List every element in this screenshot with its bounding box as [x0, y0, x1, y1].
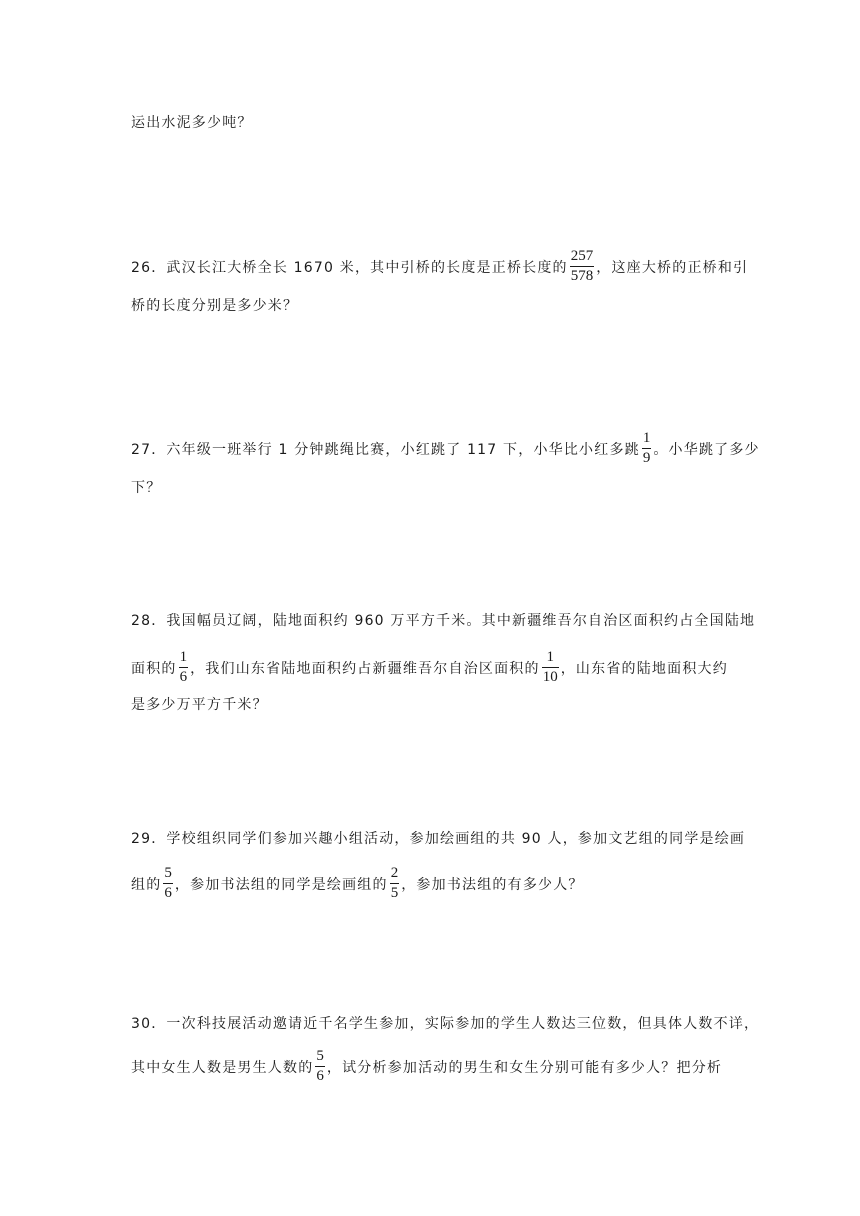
q26-text-b: ，这座大桥的正桥和引 [596, 259, 749, 276]
q28-fraction-2 [542, 649, 559, 687]
q29-text-a: 组的 [131, 876, 162, 893]
q26-text-a: 26．武汉长江大桥全长 1670 米，其中引桥的长度是正桥长度的 [131, 259, 568, 276]
q26-fraction [570, 248, 595, 286]
q26-fraction-den: 578 [570, 268, 594, 285]
q28-text-b: ，我们山东省陆地面积约占新疆维吾尔自治区面积的 [190, 660, 540, 677]
q27-text-a: 27．六年级一班举行 1 分钟跳绳比赛，小红跳了 117 下，小华比小红多跳 [131, 441, 640, 458]
q26-line-1 [131, 249, 748, 287]
q29-fraction-1-num: 5 [163, 865, 173, 884]
q30-text-a: 其中女生人数是男生人数的 [131, 1059, 314, 1076]
q29-line-2 [131, 866, 584, 904]
q29-text-b: ，参加书法组的同学是绘画组的 [174, 876, 388, 893]
q27-text-b: 。小华跳了多少 [653, 441, 760, 458]
q30-fraction-den: 6 [316, 1068, 324, 1085]
q28-fraction-2-den: 10 [542, 669, 558, 686]
q30-fraction [315, 1048, 325, 1086]
q28-fraction-1-den: 6 [179, 669, 188, 686]
q29-fraction-1 [163, 865, 173, 903]
q28-line-3: 是多少万平方千米？ [131, 697, 268, 713]
q29-fraction-1-den: 6 [164, 885, 172, 902]
q28-text-c: ，山东省的陆地面积大约 [560, 660, 728, 677]
q28-fraction-2-num: 1 [542, 649, 559, 668]
q30-line-2 [131, 1049, 722, 1087]
q29-fraction-2-den: 5 [390, 885, 399, 902]
q28-line-2 [131, 650, 728, 688]
q29-fraction-2-num: 2 [390, 865, 400, 884]
q28-fraction-1-num: 1 [179, 649, 189, 668]
q29-text-c: ，参加书法组的有多少人？ [401, 876, 584, 893]
question-25-tail: 运出水泥多少吨？ [131, 115, 253, 131]
q30-line-1: 30．一次科技展活动邀请近千名学生参加，实际参加的学生人数达三位数，但具体人数不详， [131, 1016, 760, 1032]
q28-line-1: 28．我国幅员辽阔，陆地面积约 960 万平方千米。其中新疆维吾尔自治区面积约占全国陆地 [131, 613, 756, 629]
q27-fraction-num: 1 [642, 430, 652, 449]
q28-fraction-1 [179, 649, 189, 687]
q27-fraction [642, 430, 652, 468]
q27-line-2: 下？ [131, 480, 162, 496]
q29-line-1: 29．学校组织同学们参加兴趣小组活动，参加绘画组的共 90 人，参加文艺组的同学是绘画 [131, 831, 746, 847]
q27-fraction-den: 9 [642, 450, 651, 467]
q26-fraction-num: 257 [570, 248, 595, 267]
q29-fraction-2 [390, 865, 400, 903]
q26-line-2: 桥的长度分别是多少米？ [131, 298, 299, 314]
q28-text-a: 面积的 [131, 660, 177, 677]
q27-line-1 [131, 431, 760, 469]
q30-fraction-num: 5 [315, 1048, 325, 1067]
q30-text-b: ，试分析参加活动的男生和女生分别可能有多少人？把分析 [326, 1059, 723, 1076]
